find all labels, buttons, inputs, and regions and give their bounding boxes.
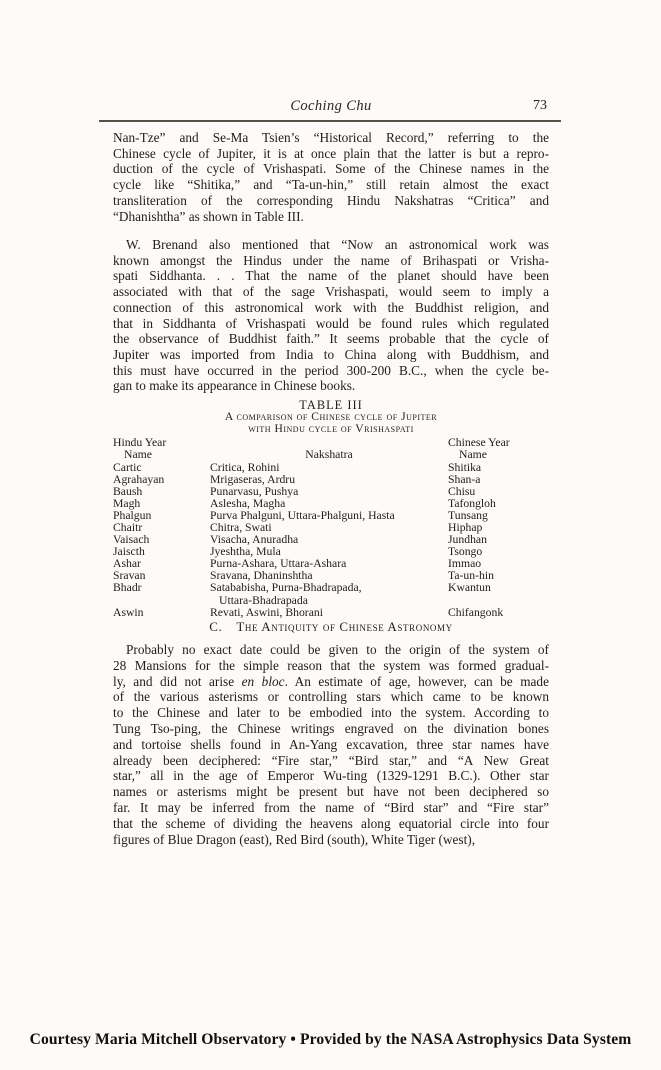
- nakshatra-line: Aslesha, Magha: [210, 497, 286, 511]
- page-number: 73: [533, 98, 547, 113]
- hindu-year-cell: Magh: [113, 497, 141, 511]
- table-title: TABLE III: [299, 398, 363, 412]
- hindu-year-cell: Bhadr: [113, 581, 142, 595]
- chinese-year-cell: Hiphap: [448, 521, 483, 535]
- chinese-year-cell: Chisu: [448, 485, 476, 499]
- nakshatra-line: Revati, Aswini, Bhorani: [210, 605, 323, 619]
- text-line: to the Chinese and later to be embodied into the system. According to: [113, 705, 549, 721]
- table-column-headers: [113, 437, 549, 461]
- hindu-year-cell: Sravan: [113, 569, 146, 583]
- column-header-hindu-year: [113, 437, 210, 461]
- column-header-chinese-year: [448, 437, 549, 461]
- section-heading: [113, 619, 549, 635]
- text-line: associated with that of the sage Vrishaspati, would seem to imply a: [113, 284, 549, 300]
- page-header: [113, 98, 549, 116]
- text-line: ly, and did not arise en bloc. An estimate of age, however, can be made: [113, 673, 549, 689]
- text-line: that the scheme of dividing the heavens along equatorial circle into four: [113, 815, 549, 831]
- chinese-year-cell: Shan-a: [448, 473, 481, 487]
- table-row: [113, 510, 549, 522]
- hindu-year-cell: Jaiscth: [113, 545, 145, 559]
- nakshatra-line: Purva Phalguni, Uttara-Phalguni, Hasta: [210, 509, 395, 523]
- text-line: “Dhanishtha” as shown in Table III.: [113, 208, 304, 224]
- text-line: far. It may be inferred from the name of “Bird star” and “Fire star”: [113, 799, 549, 815]
- nakshatra-line: Uttara-Bhadrapada: [219, 593, 308, 607]
- text-line: and tortoise shells found in An-Yang excavation, three star names have: [113, 736, 549, 752]
- text-line: connection of this astronomical work with the Buddhist religion, and: [113, 299, 549, 315]
- nakshatra-line: Visacha, Anuradha: [210, 533, 299, 547]
- nakshatra-line: Chitra, Swati: [210, 521, 272, 535]
- section-title: The Antiquity of Chinese Astronomy: [236, 619, 453, 634]
- text-line: Nan-Tze” and Se-Ma Tsien’s “Historical Record,” referring to the: [113, 130, 549, 145]
- nakshatra-cell: [210, 582, 448, 606]
- hindu-year-cell: Aswin: [113, 605, 144, 619]
- chinese-year-cell: Shitika: [448, 461, 482, 474]
- column-header-nakshatra-label: Nakshatra: [305, 448, 353, 462]
- nakshatra-cell: [210, 607, 448, 619]
- chinese-year-cell: Tunsang: [448, 509, 488, 523]
- paragraph-1: [113, 130, 549, 224]
- nakshatra-line: Purna-Ashara, Uttara-Ashara: [210, 557, 347, 571]
- text-line: that in Siddhanta of Vrishaspati would be found rules which regulated: [113, 315, 549, 331]
- column-header-nakshatra: [210, 437, 448, 461]
- column-header-hindu-year-line1: Hindu Year: [113, 436, 167, 449]
- column-header-chinese-year-line1: Chinese Year: [448, 436, 510, 449]
- table-caption: [113, 411, 549, 436]
- section-label: C.: [209, 619, 223, 634]
- hindu-year-cell: Baush: [113, 485, 143, 499]
- text-line: transliteration of the corresponding Hindu Nakshatras “Critica” and: [113, 192, 549, 208]
- nakshatra-line: Satababisha, Purna-Bhadrapada,: [210, 581, 362, 595]
- text-line: spati Siddhanta. . . That the name of the planet should have been: [113, 268, 549, 284]
- text-line: W. Brenand also mentioned that “Now an astronomical work was: [126, 237, 549, 252]
- text-line: figures of Blue Dragon (east), Red Bird (south), White Tiger (west),: [113, 831, 476, 847]
- text-line: 28 Mansions for the simple reason that the system was formed gradual-: [113, 657, 549, 673]
- table-row: [113, 607, 549, 619]
- hindu-year-cell: Agrahayan: [113, 473, 165, 487]
- table-row: [113, 474, 549, 486]
- chinese-year-cell: Chifangonk: [448, 605, 504, 619]
- table-row: [113, 462, 549, 474]
- text-line: Tung Tso-ping, the Chinese writings engraved on the divination bones: [113, 720, 549, 736]
- chinese-year-cell: Ta-un-hin: [448, 569, 494, 583]
- text-line: of the various asterisms or controlling stars which came to be known: [113, 689, 549, 705]
- hindu-year-cell: Ashar: [113, 557, 141, 571]
- paragraph-2: [113, 237, 549, 394]
- text-line: known amongst the Hindus under the name of Brihaspati or Vrisha-: [113, 252, 549, 268]
- hindu-year-cell: Phalgun: [113, 509, 152, 523]
- hindu-year-cell: Chaitr: [113, 521, 143, 535]
- nakshatra-line: Jyeshtha, Mula: [210, 545, 281, 559]
- text-line: this must have occurred in the period 300-200 B.C., when the cycle be-: [113, 362, 549, 378]
- column-header-hindu-year-line2: Name: [124, 448, 152, 462]
- nakshatra-line: Critica, Rohini: [210, 461, 280, 474]
- nakshatra-line: Sravana, Dhaninshtha: [210, 569, 313, 583]
- hindu-year-cell: Vaisach: [113, 533, 150, 547]
- chinese-year-cell: Jundhan: [448, 533, 487, 547]
- chinese-year-cell: Immao: [448, 557, 482, 571]
- header-divider: [99, 120, 561, 122]
- text-line: names or asterisms might be present but have not been deciphered so: [113, 784, 549, 800]
- nakshatra-line: Mrigaseras, Ardru: [210, 473, 296, 487]
- text-line: duction of the cycle of Vrishaspati. Some of the Chinese names in the: [113, 161, 549, 177]
- table-caption-line-2: with Hindu cycle of Vrishaspati: [248, 422, 414, 436]
- text-line: Chinese cycle of Jupiter, it is at once plain that the latter is but a repro-: [113, 145, 549, 161]
- text-line: star,” all in the age of Emperor Wu-ting (1329-1291 B.C.). Other star: [113, 768, 549, 784]
- text-line: Probably no exact date could be given to the origin of the system of: [126, 642, 549, 657]
- table-row: [113, 534, 549, 546]
- paragraph-3: [113, 642, 549, 847]
- text-line: already been deciphered: “Fire star,” “Bird star,” and “A New Great: [113, 752, 549, 768]
- chinese-year-cell: Tsongo: [448, 545, 483, 559]
- ads-courtesy-footer: Courtesy Maria Mitchell Observatory • Provided by the NASA Astrophysics Data System: [29, 1031, 632, 1048]
- table-rows: [113, 462, 549, 619]
- hindu-year-cell: Cartic: [113, 461, 142, 474]
- table-row: [113, 582, 549, 606]
- text-line: Jupiter was imported from India to China along with Buddhism, and: [113, 346, 549, 362]
- text-line: gan to make its appearance in Chinese books.: [113, 378, 356, 394]
- text-line: cycle like “Shitika,” and “Ta-un-hin,” still retain almost the exact: [113, 177, 549, 193]
- chinese-year-cell: Kwantun: [448, 581, 491, 595]
- running-title: Coching Chu: [290, 98, 372, 114]
- chinese-year-cell: Tafongloh: [448, 497, 496, 511]
- column-header-chinese-year-line2: Name: [459, 448, 487, 462]
- table-caption-line-1: A comparison of Chinese cycle of Jupiter: [224, 410, 438, 423]
- text-line: the observance of Buddhist faith.” It seems probable that the cycle of: [113, 331, 549, 347]
- nakshatra-line: Punarvasu, Pushya: [210, 485, 299, 499]
